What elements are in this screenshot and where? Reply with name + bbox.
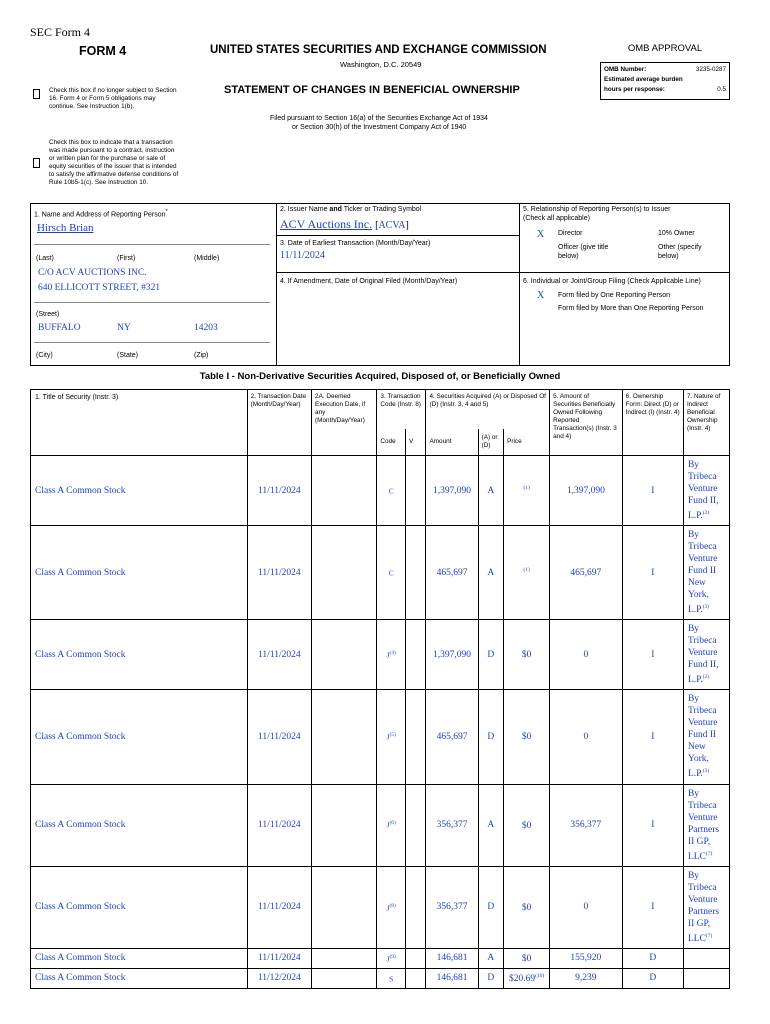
statement-title: STATEMENT OF CHANGES IN BENEFICIAL OWNERSHIP xyxy=(224,84,520,96)
security-title: Class A Common Stock xyxy=(31,948,248,968)
table-row xyxy=(31,456,730,526)
nature-of-ownership: By Tribeca Venture Fund II, L.P.$^{(2)}$ xyxy=(683,620,729,690)
transaction-code: $J^{(4)}$ xyxy=(377,620,406,690)
relationship-label-line1: 5. Relationship of Reporting Person(s) to Issuer xyxy=(523,206,671,213)
transaction-code: S xyxy=(377,968,406,988)
nature-of-ownership: By Tribeca Venture Partners II GP, LLC$^{(7)}$ xyxy=(683,866,729,948)
table-row xyxy=(31,620,730,690)
price: $0 xyxy=(504,784,550,866)
amount: 1,397,090 xyxy=(426,456,478,526)
price: $0 xyxy=(504,620,550,690)
transaction-code: $J^{(5)}$ xyxy=(377,690,406,784)
header-title-of-security: 1. Title of Security (Instr. 3) xyxy=(31,390,248,456)
other-label: Other (specify below) xyxy=(658,244,702,260)
header-transaction-date: 2. Transaction Date (Month/Day/Year) xyxy=(247,390,311,456)
transaction-v xyxy=(406,620,426,690)
non-derivative-table xyxy=(30,389,730,989)
transaction-date: 11/12/2024 xyxy=(247,968,311,988)
amount: 356,377 xyxy=(426,784,478,866)
acquired-or-disposed: D xyxy=(478,620,504,690)
ownership-form: I xyxy=(622,456,683,526)
transaction-code: C xyxy=(377,456,406,526)
transaction-date: 11/11/2024 xyxy=(247,948,311,968)
header-v: V xyxy=(406,429,426,456)
header-securities-acquired: 4. Securities Acquired (A) or Disposed Of (D) (Instr. 3, 4 and 5) xyxy=(426,390,550,429)
transaction-v xyxy=(406,866,426,948)
header-ownership-form: 6. Ownership Form: Direct (D) or Indirect (I) (Instr. 4) xyxy=(622,390,683,456)
transaction-v xyxy=(406,456,426,526)
transaction-code: $J^{(6)}$ xyxy=(377,784,406,866)
transaction-code: $J^{(9)}$ xyxy=(377,948,406,968)
deemed-date xyxy=(312,948,377,968)
acquired-or-disposed: A xyxy=(478,456,504,526)
header-price: Price xyxy=(504,429,550,456)
transaction-date: 11/11/2024 xyxy=(247,784,311,866)
zip-value: 14203 xyxy=(194,323,218,333)
filed-pursuant-line2: or Section 30(h) of the Investment Company Act of 1940 xyxy=(292,124,467,131)
deemed-date xyxy=(312,526,377,620)
deemed-date xyxy=(312,456,377,526)
omb-approval-box xyxy=(600,40,730,100)
transaction-code: C xyxy=(377,526,406,620)
zip-label: (Zip) xyxy=(194,352,209,359)
header-deemed-date: 2A. Deemed Execution Date, if any (Month/Day/Year) xyxy=(312,390,377,456)
acquired-or-disposed: A xyxy=(478,784,504,866)
table-row xyxy=(31,526,730,620)
amount: 465,697 xyxy=(426,526,478,620)
ownership-form: I xyxy=(622,866,683,948)
transaction-date: 11/11/2024 xyxy=(247,620,311,690)
amount-owned: 1,397,090 xyxy=(550,456,623,526)
header-nature-of-ownership: 7. Nature of Indirect Beneficial Ownership (Instr. 4) xyxy=(683,390,729,456)
security-title: Class A Common Stock xyxy=(31,690,248,784)
nature-of-ownership: By Tribeca Venture Fund II New York, L.P.$^{(3)}$ xyxy=(683,690,729,784)
ownership-form: D xyxy=(622,948,683,968)
amount-owned: 155,920 xyxy=(550,948,623,968)
header-a-or-d: (A) or (D) xyxy=(478,429,504,456)
address-line2: 640 ELLICOTT STREET, #321 xyxy=(38,283,161,293)
omb-title: OMB APPROVAL xyxy=(627,43,703,54)
checkbox1-text: Check this box if no longer subject to Section 16. Form 4 or Form 5 obligations may continue. See Instruction 1(b). xyxy=(49,87,177,110)
ownership-form: D xyxy=(622,968,683,988)
acquired-or-disposed: A xyxy=(478,526,504,620)
director-label: Director xyxy=(558,230,583,237)
address-line1: C/O ACV AUCTIONS INC. xyxy=(38,268,147,278)
omb-number-label: OMB Number: xyxy=(604,66,647,73)
agency-location: Washington, D.C. 20549 xyxy=(340,60,422,69)
last-label: (Last) xyxy=(36,255,54,262)
header-amount-owned: 5. Amount of Securities Beneficially Owned Following Reported Transaction(s) (Instr. 3 and 4) xyxy=(550,390,623,456)
city-label: (City) xyxy=(36,352,53,359)
issuer-ticker: ACVA xyxy=(378,220,406,231)
table-row xyxy=(31,948,730,968)
transaction-v xyxy=(406,526,426,620)
price: $0 xyxy=(504,690,550,784)
deemed-date xyxy=(312,866,377,948)
price: (1) xyxy=(504,526,550,620)
header-amount: Amount xyxy=(426,429,478,456)
top-label: SEC Form 4 xyxy=(30,25,91,39)
price: $0 xyxy=(504,948,550,968)
table-row xyxy=(31,690,730,784)
earliest-transaction-date: 11/11/2024 xyxy=(280,250,325,261)
table1-title: Table I - Non-Derivative Securities Acquired, Disposed of, or Beneficially Owned xyxy=(199,371,561,382)
deemed-date xyxy=(312,690,377,784)
state-value: NY xyxy=(117,323,131,333)
acquired-or-disposed: D xyxy=(478,866,504,948)
more-persons-label: Form filed by More than One Reporting Person xyxy=(558,305,704,312)
officer-label: Officer (give title below) xyxy=(558,244,609,260)
table-row xyxy=(31,968,730,988)
transaction-v xyxy=(406,690,426,784)
transaction-date: 11/11/2024 xyxy=(247,866,311,948)
table-row xyxy=(31,784,730,866)
nature-of-ownership: By Tribeca Venture Partners II GP, LLC$^{(7)}$ xyxy=(683,784,729,866)
omb-hours-label: hours per response: xyxy=(604,86,665,93)
acquired-or-disposed: D xyxy=(478,968,504,988)
one-person-checkmark[interactable]: X xyxy=(537,290,545,301)
issuer-name[interactable]: ACV Auctions Inc. xyxy=(280,217,373,231)
transaction-v xyxy=(406,968,426,988)
table-row xyxy=(31,866,730,948)
filed-pursuant-line1: Filed pursuant to Section 16(a) of the Securities Exchange Act of 1934 xyxy=(270,115,488,122)
issuer-label: 2. Issuer Name and Ticker or Trading Symbol xyxy=(280,206,422,213)
header-code: Code xyxy=(377,429,406,456)
ownership-form: I xyxy=(622,690,683,784)
transaction-v xyxy=(406,784,426,866)
city-value: BUFFALO xyxy=(38,323,81,333)
form-title: FORM 4 xyxy=(79,44,127,58)
amendment-label: 4. If Amendment, Date of Original Filed (Month/Day/Year) xyxy=(280,278,458,285)
earliest-transaction-label: 3. Date of Earliest Transaction (Month/Day/Year) xyxy=(280,240,431,247)
amount-owned: 0 xyxy=(550,690,623,784)
amount-owned: 356,377 xyxy=(550,784,623,866)
street-label: (Street) xyxy=(36,311,60,318)
amount: 465,697 xyxy=(426,690,478,784)
middle-label: (Middle) xyxy=(194,255,220,262)
ten-pct-owner-label: 10% Owner xyxy=(658,230,695,237)
agency-name: UNITED STATES SECURITIES AND EXCHANGE COMMISSION xyxy=(210,44,547,56)
security-title: Class A Common Stock xyxy=(31,526,248,620)
issuer-name-ticker[interactable]: ACV Auctions Inc. [ACVA] xyxy=(280,217,409,231)
nature-of-ownership: By Tribeca Venture Fund II, L.P.$^{(2)}$ xyxy=(683,456,729,526)
first-label: (First) xyxy=(117,255,136,262)
filing-label: 6. Individual or Joint/Group Filing (Check Applicable Line) xyxy=(523,278,701,285)
transaction-code: $J^{(8)}$ xyxy=(377,866,406,948)
nature-of-ownership: By Tribeca Venture Fund II New York, L.P.$^{(3)}$ xyxy=(683,526,729,620)
director-checkmark[interactable]: X xyxy=(537,229,545,240)
deemed-date xyxy=(312,968,377,988)
reporting-person-label: 1. Name and Address of Reporting Person* xyxy=(34,209,168,219)
relationship-label-line2: (Check all applicable) xyxy=(523,215,590,222)
deemed-date xyxy=(312,620,377,690)
amount: 146,681 xyxy=(426,968,478,988)
security-title: Class A Common Stock xyxy=(31,866,248,948)
amount: 146,681 xyxy=(426,948,478,968)
price: $0 xyxy=(504,866,550,948)
amount: 1,397,090 xyxy=(426,620,478,690)
price: $20.69$^{(10)}$ xyxy=(504,968,550,988)
acquired-or-disposed: D xyxy=(478,690,504,784)
omb-hours-value: 0.5 xyxy=(717,86,726,93)
ownership-form: I xyxy=(622,526,683,620)
price: (1) xyxy=(504,456,550,526)
header-transaction-code: 3. Transaction Code (Instr. 8) xyxy=(377,390,426,429)
no-longer-subject-checkbox[interactable] xyxy=(33,89,40,99)
nature-of-ownership xyxy=(683,948,729,968)
security-title: Class A Common Stock xyxy=(31,620,248,690)
transaction-v xyxy=(406,948,426,968)
omb-number-value: 3235-0287 xyxy=(695,66,726,73)
amount: 356,377 xyxy=(426,866,478,948)
nature-of-ownership xyxy=(683,968,729,988)
transaction-date: 11/11/2024 xyxy=(247,526,311,620)
amount-owned: 0 xyxy=(550,866,623,948)
table1-header-row xyxy=(31,390,730,429)
amount-owned: 465,697 xyxy=(550,526,623,620)
security-title: Class A Common Stock xyxy=(31,456,248,526)
one-person-label: Form filed by One Reporting Person xyxy=(558,292,671,299)
security-title: Class A Common Stock xyxy=(31,968,248,988)
transaction-date: 11/11/2024 xyxy=(247,456,311,526)
amount-owned: 0 xyxy=(550,620,623,690)
acquired-or-disposed: A xyxy=(478,948,504,968)
checkbox2-text: Check this box to indicate that a transaction was made pursuant to a contract, instruction or written plan for the purchase or sale of equity securities of the issuer that is intended to satisfy the affirmative defense conditions of Rule 10b5-1(c). See Instruction 10. xyxy=(49,139,179,186)
ownership-form: I xyxy=(622,620,683,690)
state-label: (State) xyxy=(117,352,139,359)
deemed-date xyxy=(312,784,377,866)
reporting-person-name[interactable]: Hirsch Brian xyxy=(37,222,94,234)
transaction-date: 11/11/2024 xyxy=(247,690,311,784)
omb-burden-label: Estimated average burden xyxy=(604,76,683,83)
security-title: Class A Common Stock xyxy=(31,784,248,866)
rule-10b5-1-checkbox[interactable] xyxy=(33,158,40,168)
amount-owned: 9,239 xyxy=(550,968,623,988)
ownership-form: I xyxy=(622,784,683,866)
